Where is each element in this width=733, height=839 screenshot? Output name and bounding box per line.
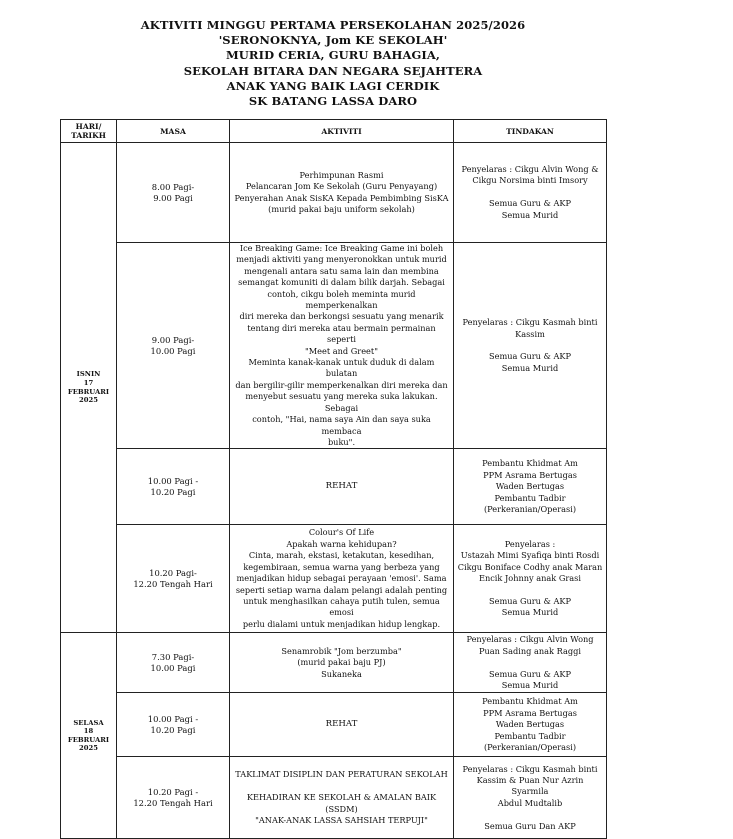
activity-line: Sukaneka [321, 668, 362, 679]
action-line: Semua Murid [501, 362, 559, 373]
action-line: Waden Bertugas [495, 719, 565, 730]
activity-line: Cinta, marah, ekstasi, ketakutan, kesedihan, [248, 550, 435, 561]
action-line: Kassim & Puan Nur Azrin Syarmila [476, 775, 584, 797]
activity-line: mengenali antara satu sama lain dan membina [244, 265, 439, 276]
action-line: (Perkeranian/Operasi) [483, 503, 577, 514]
action-cell [454, 243, 607, 449]
activity-line: REHAT [325, 481, 358, 492]
action-line [457, 340, 603, 351]
action-line: Penyelaras : [504, 538, 556, 549]
time-cell [117, 633, 230, 693]
activity-line: Ice Breaking Game: Ice Breaking Game ini boleh [239, 243, 444, 253]
activity-line: REHAT [325, 719, 358, 730]
action-line: Waden Bertugas [495, 481, 565, 492]
col-header-masa: MASA [117, 120, 230, 143]
action-line: (Perkeranian/Operasi) [483, 741, 577, 752]
action-line: Semua Guru & AKP [488, 351, 571, 362]
action-cell [454, 143, 607, 243]
activity-line: Pelancaran Jom Ke Sekolah (Guru Penyayang) [245, 181, 438, 192]
table-row [61, 633, 607, 693]
activity-cell [230, 693, 454, 757]
action-line: Cikgu Boniface Codhy anak Maran [457, 561, 603, 572]
table-header-row [61, 120, 607, 143]
time-line: 12.20 Tengah Hari [133, 578, 213, 589]
action-line: Pembantu Khidmat Am [482, 458, 578, 469]
day-cell [61, 633, 117, 839]
action-line: Semua Guru & AKP [488, 595, 571, 606]
col-header-aktiviti: AKTIVITI [230, 120, 454, 143]
day-year: 2025 [79, 396, 98, 405]
activity-line: (murid pakai baju PJ) [297, 657, 386, 668]
time-cell [117, 449, 230, 525]
day-date: 17 FEBRUARI [67, 379, 110, 396]
activity-cell [230, 633, 454, 693]
day-year: 2025 [79, 744, 98, 753]
activity-cell [230, 757, 454, 839]
activity-line: KEHADIRAN KE SEKOLAH & AMALAN BAIK (SSDM) [246, 792, 437, 814]
action-line [457, 585, 603, 596]
col-header-tindakan: TINDAKAN [454, 120, 607, 143]
action-line: Cikgu Norsima binti Imsory [472, 175, 588, 186]
time-cell [117, 525, 230, 633]
action-cell [454, 757, 607, 839]
table-row [61, 525, 607, 633]
time-cell [117, 243, 230, 449]
header-theme: 'SERONOKNYA, Jom KE SEKOLAH' [218, 33, 448, 48]
action-line: Penyelaras : Cikgu Alvin Wong [466, 634, 594, 645]
action-line: Penyelaras : Cikgu Kasmah binti [462, 317, 598, 328]
action-line [457, 187, 603, 198]
activity-line: contoh, cikgu boleh meminta murid memperkenalkan [267, 288, 416, 311]
time-line: 12.20 Tengah Hari [133, 797, 213, 808]
activity-cell [230, 143, 454, 243]
time-line: 10.20 Pagi- [149, 567, 197, 578]
action-line: Kassim [515, 328, 545, 339]
time-cell [117, 143, 230, 243]
header-title: AKTIVITI MINGGU PERTAMA PERSEKOLAHAN 2025/2026 [140, 18, 526, 32]
activity-line: diri mereka dan berkongsi sesuatu yang menarik [239, 311, 444, 322]
time-line: 10.20 Pagi [150, 724, 196, 735]
activity-line: dan bergilir-gilir memperkenalkan diri mereka dan [235, 379, 448, 390]
action-line: Pembantu Khidmat Am [482, 696, 578, 707]
time-line: 10.00 Pagi - [147, 713, 199, 724]
action-line: Penyelaras : Cikgu Alvin Wong & [461, 163, 599, 174]
header-motto-3: ANAK YANG BAIK LAGI CERDIK [226, 78, 440, 93]
activity-line: (murid pakai baju uniform sekolah) [268, 203, 415, 214]
action-line: Semua Guru & AKP [488, 668, 571, 679]
activity-cell [230, 449, 454, 525]
activity-line: buku". [327, 436, 356, 447]
table-row [61, 693, 607, 757]
action-cell [454, 525, 607, 633]
action-line: Semua Murid [501, 209, 559, 220]
action-line: Semua Guru Dan AKP [484, 820, 576, 831]
activity-line: Perhimpunan Rasmi [299, 169, 384, 180]
action-line: Encik Johnny anak Grasi [478, 573, 582, 584]
activity-line: kegembiraan, semua warna yang berbeza yang [243, 561, 440, 572]
day-day: ISNIN [76, 370, 101, 379]
activity-line: Apakah warna kehidupan? [286, 538, 397, 549]
table-row [61, 449, 607, 525]
action-line: Abdul Mudtalib [497, 797, 563, 808]
action-line: PPM Asrama Bertugas [483, 469, 577, 480]
col-header-hari: HARI/ TARIKH [61, 120, 117, 143]
action-line: Puan Sading anak Raggi [479, 645, 581, 656]
activity-line: perlu dialami untuk menjadikan hidup lengkap. [242, 618, 441, 629]
day-cell [61, 143, 117, 633]
time-cell [117, 693, 230, 757]
action-line: Penyelaras : Cikgu Kasmah binti [462, 763, 598, 774]
action-line: Pembantu Tadbir [494, 492, 566, 503]
time-line: 10.00 Pagi [150, 345, 196, 356]
activity-line: menyebut sesuatu yang mereka suka lakukan. Sebagai [245, 391, 438, 413]
activity-line: "ANAK-ANAK LASSA SAHSIAH TERPUJI" [255, 814, 428, 825]
activity-line: Penyerahan Anak SisKA Kepada Pembimbing SisKA [234, 192, 449, 203]
schedule-table [60, 119, 607, 839]
time-line: 10.00 Pagi - [147, 475, 199, 486]
time-line: 10.20 Pagi - [147, 786, 199, 797]
activity-line: menjadi aktiviti yang menyeronokkan untuk murid [236, 254, 447, 265]
time-line: 8.00 Pagi- [151, 181, 195, 192]
activity-line: seperti setiap warna dalam pelangi adalah penting [235, 584, 448, 595]
time-line: 7.30 Pagi- [151, 651, 195, 662]
action-cell [454, 449, 607, 525]
action-cell [454, 633, 607, 693]
activity-cell [230, 243, 454, 449]
time-cell [117, 757, 230, 839]
header-school-name: SK BATANG LASSA DARO [248, 94, 418, 109]
time-line: 10.20 Pagi [150, 486, 196, 497]
day-day: SELASA [73, 718, 104, 727]
time-line: 9.00 Pagi [153, 192, 193, 203]
action-line: Semua Guru & AKP [488, 198, 571, 209]
time-line: 10.00 Pagi [150, 662, 196, 673]
activity-line: menjadikan hidup sebagai perayaan 'emosi'. Sama [236, 573, 447, 584]
activity-line: Colour's Of Life [308, 527, 375, 538]
table-row [61, 757, 607, 839]
activity-cell [230, 525, 454, 633]
activity-line: untuk menghasilkan cahaya putih tulen, semua emosi [243, 595, 440, 618]
action-line: Semua Murid [501, 607, 559, 618]
document-header [0, 18, 666, 109]
activity-line: tentang diri mereka atau bermain permainan seperti [247, 322, 436, 345]
activity-line: Senamrobik "Jom berzumba" [281, 645, 402, 656]
action-line: Pembantu Tadbir [494, 730, 566, 741]
header-motto-1: MURID CERIA, GURU BAHAGIA, [225, 48, 441, 63]
activity-line: semangat komuniti di dalam bilik darjah. Sebagai [238, 277, 445, 288]
day-date: 18 FEBRUARI [67, 727, 110, 744]
time-line: 9.00 Pagi- [151, 334, 195, 345]
activity-line: TAKLIMAT DISIPLIN DAN PERATURAN SEKOLAH [235, 769, 448, 780]
action-line [457, 809, 603, 820]
activity-line: "Meet and Greet" [305, 345, 378, 356]
action-line: PPM Asrama Bertugas [483, 707, 577, 718]
action-line [457, 657, 603, 668]
table-row [61, 243, 607, 449]
action-line: Semua Murid [501, 679, 559, 690]
activity-line: contoh, "Hai, nama saya Ain dan saya suka membaca [252, 414, 431, 436]
activity-line: Meminta kanak-kanak untuk duduk di dalam bulatan [248, 357, 435, 379]
table-row [61, 143, 607, 243]
activity-line [233, 781, 450, 792]
header-motto-2: SEKOLAH BITARA DAN NEGARA SEJAHTERA [183, 63, 483, 78]
action-cell [454, 693, 607, 757]
action-line: Ustazah Mimi Syafiqa binti Rosdi [460, 550, 600, 561]
